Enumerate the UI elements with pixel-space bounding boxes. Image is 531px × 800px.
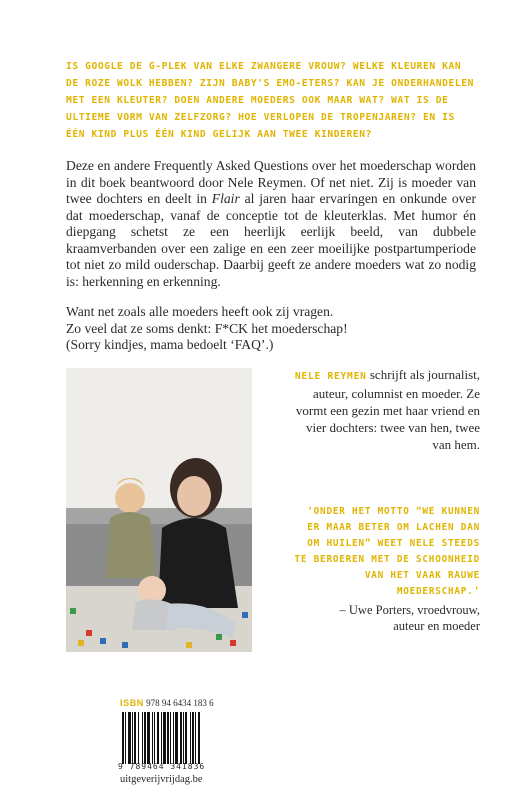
barcode-bar xyxy=(152,712,153,764)
barcode-bar xyxy=(157,712,159,764)
barcode-bar xyxy=(163,712,166,764)
barcode-bar xyxy=(183,712,184,764)
isbn-label: ISBN xyxy=(120,698,144,708)
isbn-line xyxy=(120,698,214,708)
back-cover-questions: IS GOOGLE DE G-PLEK VAN ELKE ZWANGERE VROUW? WELKE KLEUREN KAN DE ROZE WOLK HEBBEN? ZIJN BABY'S EMO-ETERS? KAN JE ONDERHANDELEN MET EEN KLEUTER? DOEN ANDERE MOEDERS OOK MAAR WAT? WAT IS DE ULTIEME VORM VAN ZELFZORG? HOE VERLOPEN DE TROPENJAREN? EN IS ÉÉN KIND PLUS ÉÉN KIND GELIJK AAN TWEE KINDEREN? xyxy=(66,61,475,140)
closing-line-1: Want net zoals alle moeders heeft ook zij vragen. xyxy=(66,304,334,319)
barcode-bar xyxy=(173,712,174,764)
author-name: NELE REYMEN xyxy=(294,371,367,382)
barcode-bar xyxy=(161,712,162,764)
barcode-bar xyxy=(142,712,143,764)
barcode-bar xyxy=(147,712,150,764)
review-attribution-line-2: auteur en moeder xyxy=(393,619,480,633)
barcode-bar xyxy=(167,712,169,764)
intro-text-part2: al jaren haar ervaringen en onkunde over dat moederschap, vanaf de conceptie tot de kleuterklas. Met humor én diepgang schetst ze een heerlijk eerlijk beeld, van dubbele kraamverbanden over een zalige en een zeer moeilijke postpartumperiode tot niet zo mild ouderschap. Daarbij geeft ze andere moeders wat zo nodig is: herkenning en erkenning. xyxy=(66,191,476,289)
barcode-bar xyxy=(132,712,133,764)
barcode-digits: 9 789464 341836 xyxy=(118,762,206,771)
barcode-bar xyxy=(128,712,131,764)
review-attribution-line-1: – Uwe Porters, vroedvrouw, xyxy=(339,603,480,617)
closing-line-3: (Sorry kindjes, mama bedoelt ‘FAQ’.) xyxy=(66,337,274,352)
author-photo xyxy=(66,368,252,652)
barcode-bar xyxy=(185,712,187,764)
author-bio xyxy=(290,366,480,453)
magazine-name: Flair xyxy=(211,191,240,206)
intro-text-part1: Deze en andere Frequently Asked Questions over het moederschap worden in dit boek beantwoord door Nele Reymen. Of net niet. Zij is moeder van twee dochters en deelt in xyxy=(66,158,476,206)
isbn-number: 978 94 6434 183 6 xyxy=(146,698,214,708)
barcode-bar xyxy=(134,712,136,764)
barcode-bar xyxy=(125,712,126,764)
barcode-bar xyxy=(138,712,139,764)
barcode-bar xyxy=(198,712,200,764)
barcode-bar xyxy=(192,712,194,764)
barcode-bar xyxy=(180,712,182,764)
barcode-bar xyxy=(154,712,155,764)
review-quote-text: ‘ONDER HET MOTTO “WE KUNNEN ER MAAR BETER OM LACHEN DAN OM HUILEN” WEET NELE STEEDS TE BEROEREN MET DE SCHOONHEID VAN HET VAAK RAUWE MOEDERSCHAP.’ xyxy=(294,506,480,597)
barcode-bar xyxy=(144,712,146,764)
barcode-bar xyxy=(170,712,171,764)
closing-lines xyxy=(66,304,476,354)
author-bio-text: schrijft als journalist, auteur, columnist en moeder. Ze vormt een gezin met haar vriend en vier dochters: twee van hen, twee van hem. xyxy=(295,367,480,452)
barcode-bar xyxy=(122,712,124,764)
review-quote xyxy=(290,504,480,634)
review-attribution xyxy=(290,602,480,634)
barcode-bar xyxy=(190,712,191,764)
barcode-image xyxy=(120,712,228,764)
barcode-bar xyxy=(175,712,178,764)
closing-line-2: Zo veel dat ze soms denkt: F*CK het moederschap! xyxy=(66,320,348,336)
author-photo-illustration xyxy=(66,368,252,652)
barcode-bar xyxy=(195,712,196,764)
publisher-website: uitgeverijvrijdag.be xyxy=(120,774,203,785)
intro-paragraph xyxy=(66,158,476,290)
